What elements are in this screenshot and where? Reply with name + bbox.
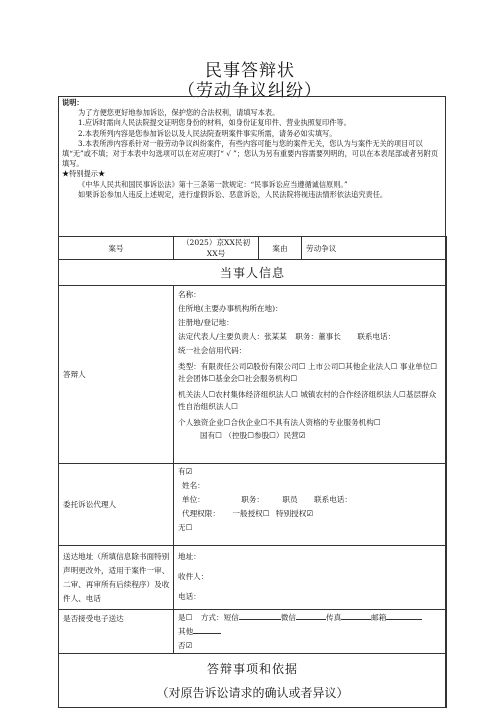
respondent-position: 职务：董事长	[295, 332, 341, 341]
respondent-legal-rep: 法定代表人/主要负责人：张某某	[178, 332, 287, 341]
e-service-method-label: 方式：短信	[200, 613, 239, 622]
agent-name: 姓名：	[182, 481, 205, 490]
instructions-item-1: 1.应诉时需向人民法院提交证明您身份的材料，如身份证复印件、营业执照复印件等。	[78, 118, 351, 128]
agent-details[interactable]	[174, 464, 447, 546]
respondent-type-line-1: 类型：有限责任公司☑股份有限公司☐ 上市公司☐其他企业法人☐ 事业单位☐社会团体☐基金会☐社会服务机构☐	[178, 362, 438, 383]
service-label-4: 件人、电话	[63, 593, 101, 603]
respondent-type-line-2: 机关法人☐农村集体经济组织法人☐ 城镇农村的合作经济组织法人☐基层群众性自治组织法人☐	[178, 390, 437, 411]
instructions-item-2: 2.本表所列内容是您参加诉讼以及人民法院查明案件事实所需，请务必如实填写。	[78, 128, 337, 138]
service-label-2: 声明更改外，适用于案件一审、	[63, 565, 170, 575]
respondent-type-line-3: 个人独资企业☐合伙企业☐不具有法人资格的专业服务机构☐	[178, 418, 381, 427]
service-details[interactable]	[174, 546, 447, 610]
respondent-row	[59, 286, 447, 464]
fax-blank[interactable]	[341, 611, 371, 620]
case-cause-value[interactable]: 劳动争议	[302, 237, 447, 260]
service-row	[59, 546, 447, 610]
e-service-label: 是否接受电子送达	[59, 610, 174, 654]
service-label-3: 二审、再审所有后续程序）及收	[63, 579, 170, 589]
form-table	[58, 236, 447, 708]
agent-special-checkbox[interactable]: 特别授权☑	[276, 509, 314, 518]
document-subtitle: （劳动争议纠纷）	[178, 81, 322, 101]
sms-blank[interactable]	[239, 611, 281, 620]
special-notice-1: 《中华人民共和国民事诉讼法》第十三条第一款规定：“民事诉讼应当遵循诚信原则。”	[78, 179, 348, 189]
agent-row	[59, 464, 447, 546]
e-service-fax: 传真	[325, 613, 342, 622]
wechat-blank[interactable]	[296, 611, 326, 620]
respondent-type-line-4: 国有☐ （控股☐参股☐）民营☑	[200, 431, 306, 440]
agent-general-checkbox[interactable]: 一般授权☐	[232, 509, 270, 518]
agent-none-checkbox[interactable]: 无☐	[178, 523, 193, 532]
case-no-value[interactable]: （2025）京XX民初XX号	[174, 237, 259, 260]
respondent-phone: 联系电话：	[357, 332, 396, 341]
instructions-intro: 为了方便您更好地参加诉讼，保护您的合法权利，请填写本表。	[78, 108, 280, 118]
respondent-registered-place: 注册地/登记地：	[178, 318, 234, 327]
agent-label: 委托诉讼代理人	[59, 464, 174, 546]
special-notice-title: ★特别提示★	[62, 169, 106, 179]
e-service-no-checkbox[interactable]: 否☑	[178, 641, 193, 650]
e-service-details[interactable]	[174, 610, 447, 654]
e-service-other: 其他	[178, 627, 194, 636]
instructions-item-3: 3.本表所涉内容系针对一般劳动争议纠纷案件，有些内容可能与您的案件无关，您认为与案件无关的项目可以填“无”或不填；对于本表中勾选项可以在对应项打“ √ ”；您认为另有重要内容需要列明的，可以在本表尾部或者另附页填写。	[62, 138, 439, 169]
service-receiver: 收件人：	[178, 572, 209, 581]
agent-has-checkbox[interactable]: 有☑	[178, 467, 193, 476]
respondent-name: 名称：	[178, 290, 201, 299]
document-title: 民事答辩状	[205, 61, 295, 81]
special-notice-2: 如果诉讼参加人违反上述规定，进行虚假诉讼、恶意诉讼，人民法院将视违法情形依法追究责任。	[78, 189, 388, 199]
service-address: 地址：	[178, 552, 201, 561]
respondent-address: 住所地(主要办事机构所在地)：	[178, 304, 283, 313]
service-label-1: 送达地址（所填信息除书面特别	[63, 551, 170, 561]
service-phone: 电话：	[178, 592, 201, 601]
agent-position-value: 职员	[282, 495, 298, 504]
respondent-label: 答辩人	[59, 286, 174, 464]
email-blank[interactable]	[386, 611, 422, 620]
e-service-row	[59, 610, 447, 654]
agent-authority-label: 代理权限：	[182, 509, 220, 518]
defense-subheader: （对原告诉讼请求的确认或者异议）	[59, 684, 447, 708]
instructions-heading: 说明：	[62, 98, 84, 107]
agent-position: 职务：	[241, 495, 264, 504]
other-blank[interactable]	[193, 625, 221, 634]
agent-phone: 联系电话：	[314, 495, 352, 504]
agent-unit: 单位：	[182, 495, 205, 504]
party-info-header: 当事人信息	[59, 260, 447, 286]
respondent-details[interactable]	[174, 286, 447, 464]
case-no-label: 案号	[59, 237, 174, 260]
e-service-wechat: 微信	[280, 613, 296, 622]
instructions-block	[62, 98, 442, 200]
e-service-yes-checkbox[interactable]: 是☐	[178, 613, 193, 622]
case-row	[59, 237, 447, 260]
case-cause-label: 案由	[259, 237, 302, 260]
respondent-credit-code: 统一社会信用代码：	[178, 346, 247, 355]
e-service-email: 邮箱	[371, 613, 387, 622]
defense-header: 答辩事项和依据	[59, 654, 447, 684]
